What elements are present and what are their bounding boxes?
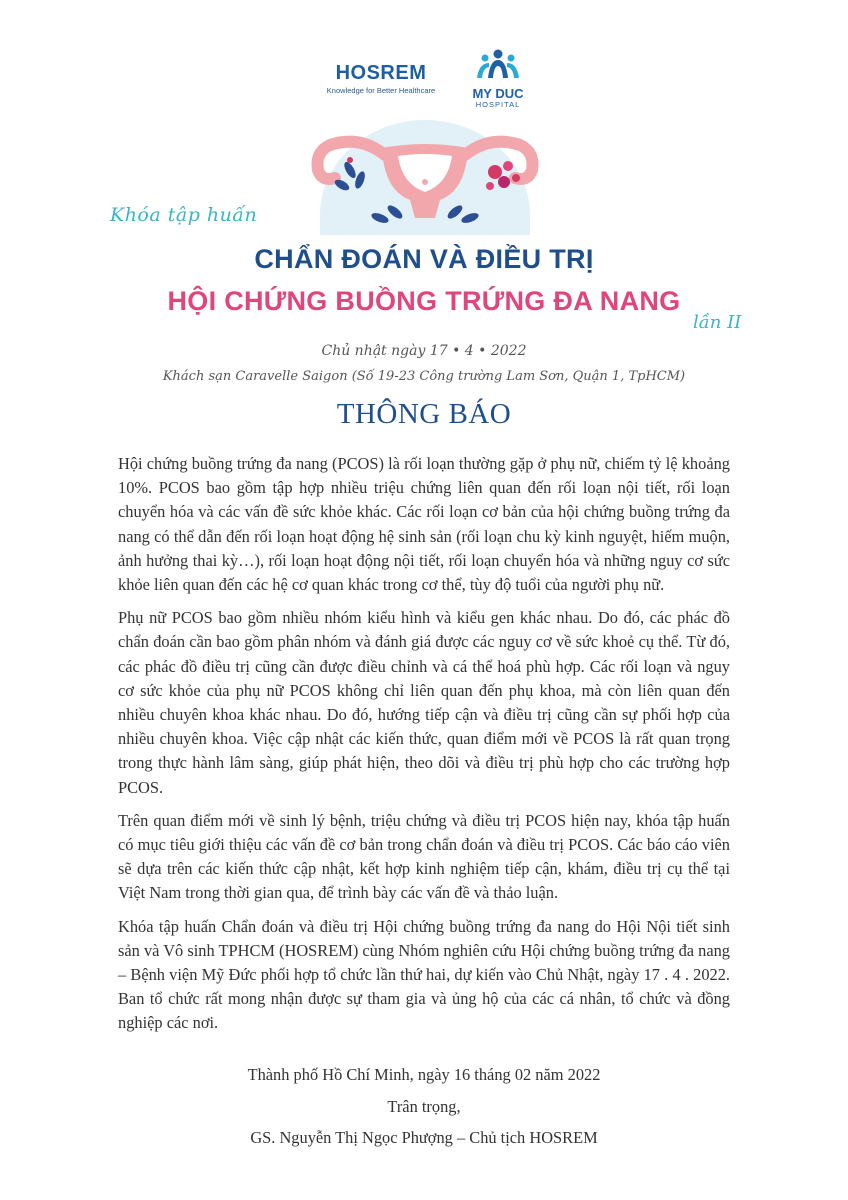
myduc-sub: HOSPITAL: [475, 100, 521, 109]
signature: GS. Nguyễn Thị Ngọc Phượng – Chủ tịch HOSREM: [250, 1128, 598, 1147]
edition-label: lần II: [693, 312, 742, 333]
notice-body: [118, 452, 730, 1045]
paragraph: Hội chứng buồng trứng đa nang (PCOS) là rối loạn thường gặp ở phụ nữ, chiếm tỷ lệ khoảng 10%. PCOS bao gồm tập hợp nhiều triệu chứng liên quan đến rối loạn nội tiết, rối loạn chuyển hóa và các vấn đề sức khỏe khác. Các rối loạn cơ bản của hội chứng buồng trứng đa nang có thể dẫn đến rối loạn hoạt động hệ sinh sản (rối loạn chu kỳ kinh nguyệt, hiếm muộn, ảnh hưởng thai kỳ…), rối loạn hoạt động nội tiết, rối loạn chuyển hóa và những nguy cơ sức khỏe liên quan đến các hệ cơ quan khác trong cơ thể, tùy độ tuổi của người phụ nữ.: [118, 454, 730, 595]
title-line-1: CHẨN ĐOÁN VÀ ĐIỀU TRỊ: [254, 244, 594, 274]
hosrem-tagline: Knowledge for Better Healthcare: [326, 86, 436, 95]
paragraph: Trên quan điểm mới về sinh lý bệnh, triệu chứng và điều trị PCOS hiện nay, khóa tập huấn có mục tiêu giới thiệu các vấn đề cơ bản trong chẩn đoán và điều trị PCOS. Các báo cáo viên sẽ dựa trên các kiến thức cập nhật, kết hợp kinh nghiệm tiếp cận, khám, điều trị cụ thể tại Việt Nam trong thời gian qua, để trình bày các vấn đề và thảo luận.: [118, 810, 730, 903]
hosrem-logo: [326, 62, 436, 95]
event-date: Chủ nhật ngày 17 • 4 • 2022: [321, 343, 527, 359]
paragraph: Phụ nữ PCOS bao gồm nhiều nhóm kiểu hình và kiểu gen khác nhau. Do đó, các phác đồ chẩn đoán cần bao gồm phân nhóm và đánh giá được các nguy cơ về sức khoẻ cụ thể. Từ đó, các phác đồ điều trị cũng cần được điều chỉnh và cá thể hoá phù hợp. Các rối loạn và nguy cơ sức khỏe của phụ nữ PCOS không chỉ liên quan đến phụ khoa, mà còn liên quan đến nhiều chuyên khoa khác nhau. Do đó, hướng tiếp cận và điều trị cũng cần sự phối hợp của nhiều chuyên khoa. Việc cập nhật các kiến thức, quan điểm mới về PCOS là rất quan trọng trong thực hành lâm sàng, giúp phát hiện, theo dõi và điều trị phù hợp cho các trường hợp PCOS.: [118, 608, 730, 797]
paragraph: Khóa tập huấn Chẩn đoán và điều trị Hội chứng buồng trứng đa nang do Hội Nội tiết sinh sản và Vô sinh TPHCM (HOSREM) cùng Nhóm nghiên cứu Hội chứng buồng trứng đa nang – Bệnh viện Mỹ Đức phối hợp tổ chức lần thứ hai, dự kiến vào Chủ Nhật, ngày 17 . 4 . 2022. Ban tổ chức rất mong nhận được sự tham gia và ủng hộ của các cá nhân, tổ chức và đồng nghiệp các nơi.: [118, 916, 730, 1033]
regards: Trân trọng,: [387, 1097, 461, 1116]
myduc-name: MY DUC: [472, 86, 524, 101]
event-venue: Khách sạn Caravelle Saigon (Số 19-23 Công trường Lam Sơn, Quận 1, TpHCM): [162, 369, 686, 384]
place-date: Thành phố Hồ Chí Minh, ngày 16 tháng 02 năm 2022: [247, 1065, 601, 1084]
uterus-illustration: [290, 100, 560, 235]
course-label: Khóa tập huấn: [110, 204, 258, 226]
notice-heading: THÔNG BÁO: [336, 398, 512, 430]
title-line-2: HỘI CHỨNG BUỒNG TRỨNG ĐA NANG: [167, 286, 681, 316]
myduc-people-icon: [473, 48, 523, 82]
hosrem-name: HOSREM: [335, 62, 427, 84]
